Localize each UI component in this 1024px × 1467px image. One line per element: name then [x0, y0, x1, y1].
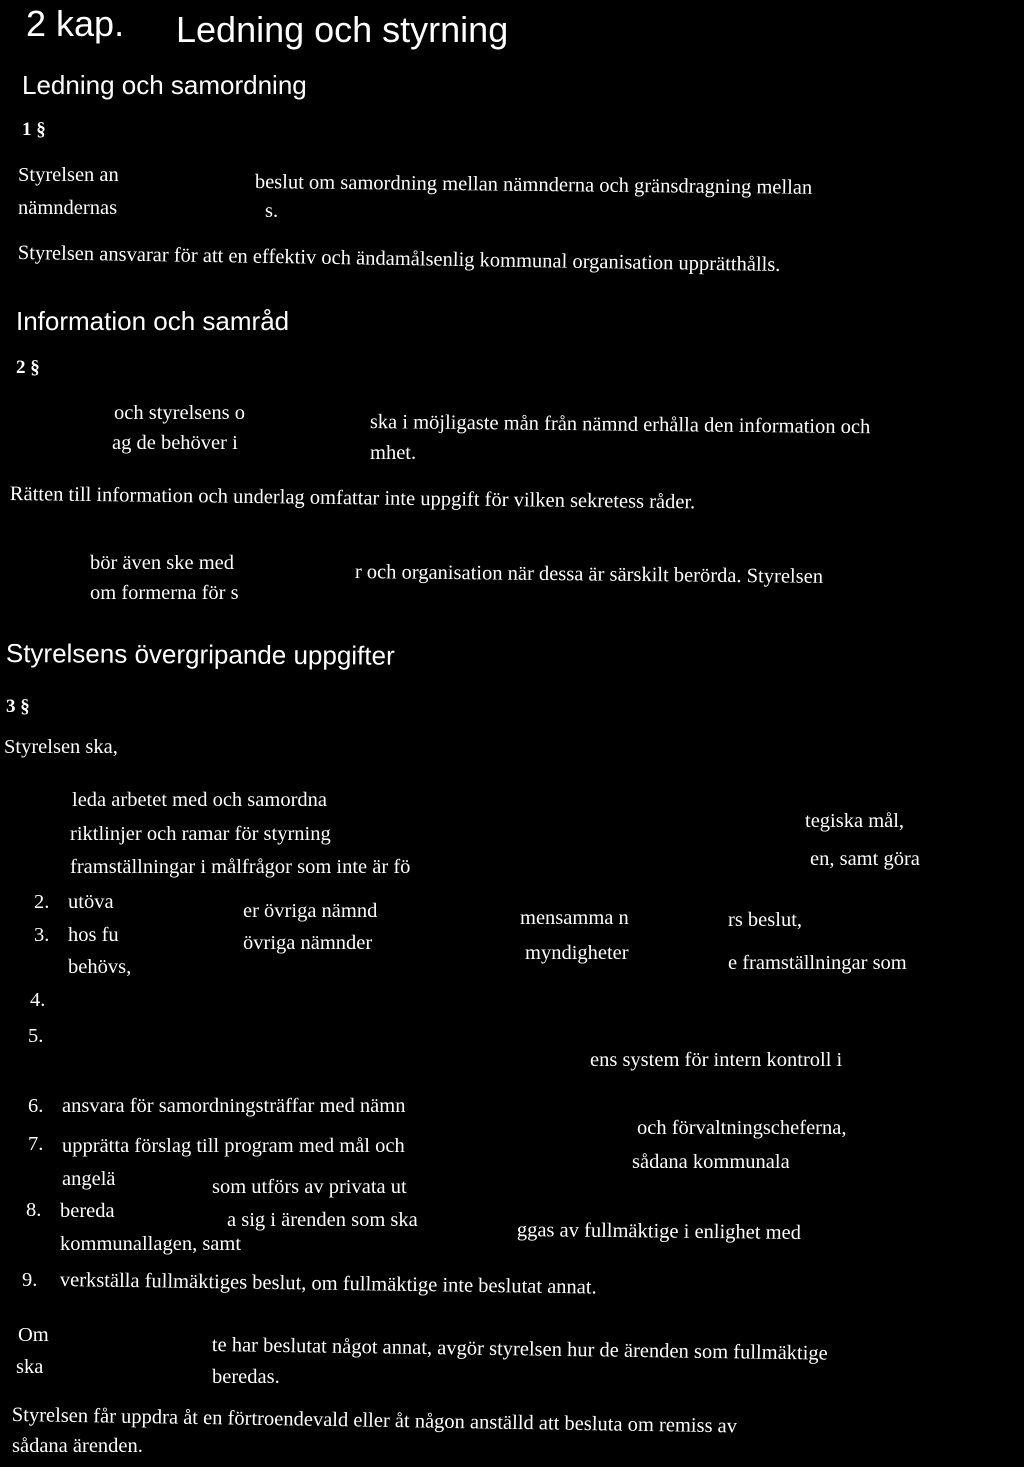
- closing-text: Styrelsen får uppdra åt en förtroendevald eller åt någon anställd att besluta om remiss av: [11, 1404, 738, 1438]
- closing-fragment: ska: [16, 1356, 44, 1378]
- list-fragment: och förvaltningscheferna,: [637, 1117, 847, 1139]
- list-number: 3.: [34, 924, 50, 946]
- list-number: 9.: [22, 1269, 38, 1291]
- section1-fragment: nämndernas: [18, 197, 118, 219]
- section2-fragment: om formerna för s: [90, 582, 239, 604]
- list-number: 2.: [34, 891, 50, 913]
- section2-fragment: och styrelsens o: [114, 402, 245, 424]
- paragraph-mark-2: 2 §: [16, 357, 40, 378]
- section2-fragment: mhet.: [370, 442, 417, 464]
- list-fragment: utöva: [68, 891, 114, 913]
- list-number: 6.: [28, 1095, 44, 1117]
- list-fragment: verkställa fullmäktiges beslut, om fullmäktige inte beslutat annat.: [59, 1269, 597, 1299]
- list-fragment: en, samt göra: [810, 848, 920, 870]
- closing-fragment: sådana ärenden.: [12, 1435, 143, 1457]
- section-heading-2: Information och samråd: [16, 306, 290, 336]
- list-fragment: hos fu: [68, 924, 119, 946]
- list-fragment: mensamma n: [520, 907, 629, 929]
- list-fragment: som utförs av privata ut: [212, 1176, 407, 1198]
- list-fragment: upprätta förslag till program med mål och: [62, 1135, 405, 1157]
- chapter-title: Ledning och styrning: [176, 9, 509, 50]
- list-fragment: övriga nämnder: [243, 932, 373, 954]
- list-fragment: e framställningar som: [728, 952, 907, 974]
- paragraph-mark-3: 3 §: [6, 696, 30, 717]
- section1-fragment: s.: [265, 200, 279, 222]
- closing-fragment: te har beslutat något annat, avgör styrelsen hur de ärenden som fullmäktige: [211, 1334, 828, 1365]
- list-fragment: kommunallagen, samt: [60, 1233, 242, 1255]
- list-fragment: er övriga nämnd: [243, 900, 378, 922]
- list-fragment: angelä: [62, 1168, 116, 1190]
- list-number: 4.: [30, 989, 46, 1011]
- section1-fragment: Styrelsen an: [18, 164, 119, 186]
- list-fragment: ens system för intern kontroll i: [590, 1049, 843, 1071]
- list-fragment: sådana kommunala: [632, 1151, 790, 1173]
- list-fragment: ggas av fullmäktige i enlighet med: [516, 1219, 802, 1244]
- section2-fragment: ag de behöver i: [112, 432, 238, 454]
- section1-text: Styrelsen ansvarar för att en effektiv och ändamålsenlig kommunal organisation upprätthålls.: [17, 242, 781, 276]
- list-fragment: framställningar i målfrågor som inte är fö: [70, 856, 411, 878]
- list-fragment: leda arbetet med och samordna: [72, 789, 327, 811]
- list-fragment: rs beslut,: [728, 909, 803, 931]
- list-fragment: behövs,: [68, 956, 132, 978]
- list-number: 8.: [26, 1199, 42, 1221]
- list-fragment: myndigheter: [525, 942, 629, 964]
- closing-fragment: Om: [18, 1324, 49, 1346]
- list-fragment: a sig i ärenden som ska: [227, 1209, 418, 1231]
- section2-fragment: bör även ske med: [90, 552, 235, 574]
- paragraph-mark-1: 1 §: [22, 119, 46, 140]
- list-fragment: riktlinjer och ramar för styrning: [70, 823, 331, 845]
- section2-fragment: ska i möjligaste mån från nämnd erhålla den information och: [369, 411, 871, 439]
- section-heading-1: Ledning och samordning: [22, 70, 307, 100]
- section2-fragment: r och organisation när dessa är särskilt berörda. Styrelsen: [354, 561, 824, 588]
- list-fragment: bereda: [60, 1200, 115, 1222]
- list-fragment: tegiska mål,: [805, 810, 905, 832]
- closing-fragment: beredas.: [212, 1366, 280, 1388]
- chapter-number: 2 kap.: [26, 3, 125, 44]
- section1-fragment: beslut om samordning mellan nämnderna och gränsdragning mellan: [254, 171, 813, 199]
- section-heading-3: Styrelsens övergripande uppgifter: [5, 638, 395, 671]
- list-number: 7.: [28, 1133, 44, 1155]
- list-number: 5.: [28, 1025, 44, 1047]
- section3-intro: Styrelsen ska,: [4, 736, 118, 758]
- list-fragment: ansvara för samordningsträffar med nämn: [62, 1095, 406, 1117]
- section2-text: Rätten till information och underlag omfattar inte uppgift för vilken sekretess råder.: [9, 483, 696, 514]
